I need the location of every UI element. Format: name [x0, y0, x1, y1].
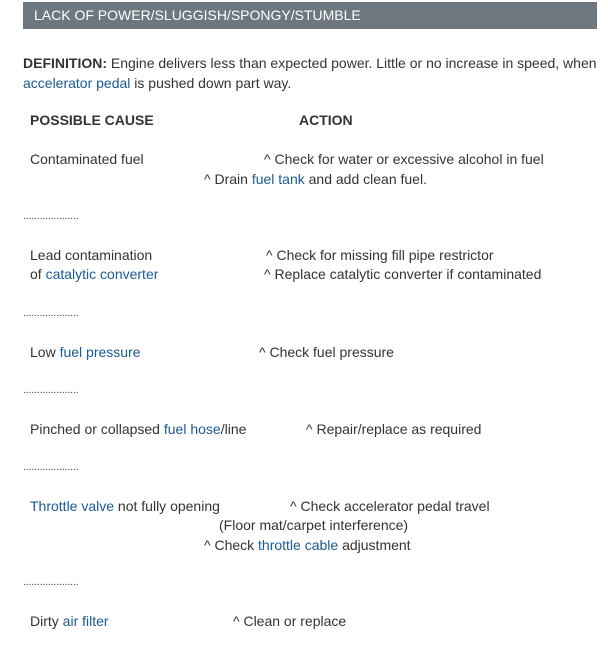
definition-text-end: is pushed down part way.	[130, 75, 292, 91]
fuel-pressure-link[interactable]: fuel pressure	[59, 344, 141, 360]
action-drain-fuel-tank	[204, 170, 427, 188]
action-replace-catalytic: ^ Replace catalytic converter if contaminated	[264, 266, 542, 282]
action-text: adjustment	[338, 537, 411, 553]
cause-text: Low	[30, 344, 60, 360]
cause-text: of	[30, 266, 46, 282]
separator: ....................	[23, 577, 79, 588]
definition-text: Engine delivers less than expected power. Little or no increase in speed, when	[107, 55, 597, 71]
cause-text: not fully opening	[114, 498, 220, 514]
cause-throttle-valve	[30, 497, 220, 515]
action-header: ACTION	[299, 112, 353, 128]
cause-dirty-air-filter	[30, 612, 109, 630]
action-text: and add clean fuel.	[304, 171, 427, 187]
action-text: ^ Drain	[204, 171, 252, 187]
accelerator-pedal-link[interactable]: accelerator pedal	[23, 75, 131, 91]
throttle-cable-link[interactable]: throttle cable	[258, 537, 339, 553]
cause-text: Pinched or collapsed	[30, 421, 164, 437]
action-floor-mat-note: (Floor mat/carpet interference)	[219, 517, 409, 533]
separator: ....................	[23, 211, 79, 222]
action-clean-replace: ^ Clean or replace	[233, 613, 347, 629]
cause-text: /line	[220, 421, 247, 437]
cause-low-fuel-pressure	[30, 343, 141, 361]
separator: ....................	[23, 462, 79, 473]
definition-label: DEFINITION:	[23, 55, 107, 71]
action-check-fuel-pressure: ^ Check fuel pressure	[259, 344, 394, 360]
separator: ....................	[23, 308, 79, 319]
action-repair-replace: ^ Repair/replace as required	[306, 421, 482, 437]
action-check-throttle-cable	[204, 536, 411, 554]
possible-cause-header: POSSIBLE CAUSE	[30, 112, 154, 128]
separator: ....................	[23, 385, 79, 396]
fuel-tank-link[interactable]: fuel tank	[251, 171, 305, 187]
action-check-pedal-travel: ^ Check accelerator pedal travel	[290, 498, 490, 514]
action-text: ^ Check	[204, 537, 259, 553]
cause-lead-contamination: Lead contamination	[30, 247, 153, 263]
action-check-fill-pipe: ^ Check for missing fill pipe restrictor	[266, 247, 494, 263]
cause-contaminated-fuel: Contaminated fuel	[30, 151, 144, 167]
definition-paragraph	[23, 53, 598, 93]
air-filter-link[interactable]: air filter	[62, 613, 109, 629]
catalytic-converter-link[interactable]: catalytic converter	[45, 266, 159, 282]
throttle-valve-link[interactable]: Throttle valve	[30, 498, 115, 514]
cause-catalytic-converter	[30, 265, 158, 283]
section-header: LACK OF POWER/SLUGGISH/SPONGY/STUMBLE	[23, 2, 597, 29]
fuel-hose-link[interactable]: fuel hose	[163, 421, 221, 437]
cause-text: Dirty	[30, 613, 63, 629]
cause-pinched-hose	[30, 420, 246, 438]
action-check-water: ^ Check for water or excessive alcohol in fuel	[264, 151, 544, 167]
